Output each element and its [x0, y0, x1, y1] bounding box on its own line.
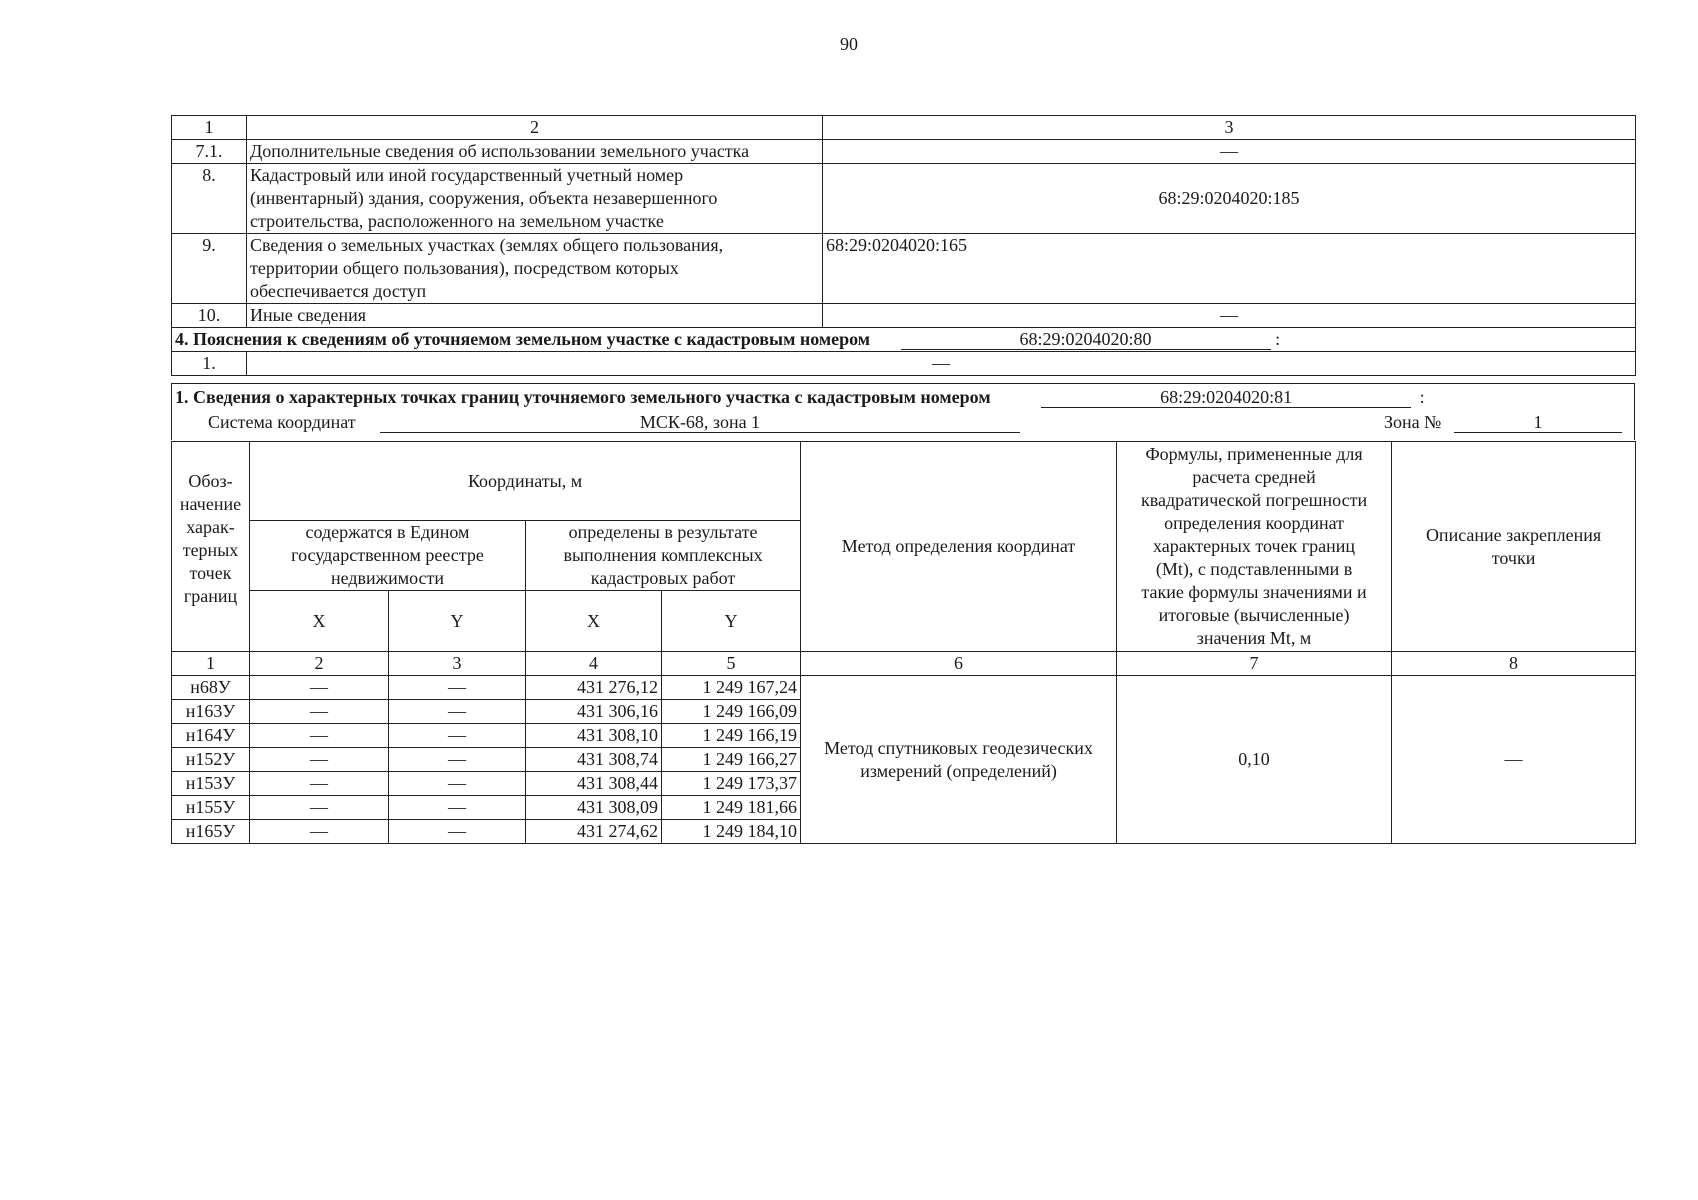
info-row-9: [172, 234, 1636, 304]
egrn-y: —: [389, 796, 526, 820]
row-label-line: Сведения о земельных участках (землях общего пользования,: [250, 235, 724, 255]
column-number: 4: [526, 652, 662, 676]
row-number: 8.: [172, 164, 247, 234]
column-number: 1: [172, 652, 250, 676]
section4-colon: :: [1275, 329, 1281, 349]
point-name: н163У: [172, 700, 250, 724]
info-header-row: [172, 116, 1636, 140]
info-header-col1: 1: [172, 116, 247, 140]
column-number: 2: [250, 652, 389, 676]
point-name: н165У: [172, 820, 250, 844]
kkr-x: 431 308,10: [526, 724, 662, 748]
kkr-x: 431 276,12: [526, 676, 662, 700]
coord-system-line: [171, 407, 1635, 440]
method-value: Метод спутниковых геодезических измерений (определений): [801, 676, 1117, 844]
column-number: 7: [1117, 652, 1392, 676]
section1-block: [171, 383, 1635, 409]
egrn-x: —: [250, 676, 389, 700]
row-label: [247, 164, 823, 234]
row-value: 68:29:0204020:165: [823, 234, 1636, 304]
info-row-7-1: [172, 140, 1636, 164]
row-value: —: [247, 352, 1636, 376]
section4-cad-number: 68:29:0204020:80: [901, 329, 1271, 350]
section4-row-1: [172, 352, 1636, 376]
row-label: [247, 234, 823, 304]
point-name: н153У: [172, 772, 250, 796]
formula-header: Формулы, примененные для расчета средней квадратической погрешности определения координат характерных точек границ (Mt), с подставленными в такие формулы значениями и итоговые (вычисленные) значения Mt, м: [1117, 442, 1392, 652]
kkr-x: 431 274,62: [526, 820, 662, 844]
egrn-y: —: [389, 724, 526, 748]
zone-value: 1: [1454, 412, 1622, 433]
section4-title: 4. Пояснения к сведениям об уточняемом земельном участке с кадастровым номером: [175, 329, 871, 349]
zone-label: Зона №: [1384, 412, 1442, 432]
egrn-header: содержатся в Едином государственном реестре недвижимости: [250, 521, 526, 591]
kkr-y: 1 249 166,09: [662, 700, 801, 724]
row-label-line: территории общего пользования), посредством которых: [250, 258, 679, 278]
method-header: Метод определения координат: [801, 442, 1117, 652]
point-name: н68У: [172, 676, 250, 700]
row-label-line: (инвентарный) здания, сооружения, объекта незавершенного: [250, 188, 718, 208]
row-label-line: обеспечивается доступ: [250, 281, 427, 301]
points-table: [171, 441, 1636, 844]
section1-cad-number: 68:29:0204020:81: [1041, 387, 1411, 408]
column-number: 5: [662, 652, 801, 676]
column-number: 3: [389, 652, 526, 676]
info-header-col2: 2: [247, 116, 823, 140]
kkr-y: 1 249 181,66: [662, 796, 801, 820]
point-name-header: Обоз- начение харак- терных точек границ: [172, 442, 250, 652]
kkr-x: 431 308,74: [526, 748, 662, 772]
description-value: —: [1392, 676, 1636, 844]
kkr-y: 1 249 173,37: [662, 772, 801, 796]
row-label: Дополнительные сведения об использовании земельного участка: [247, 140, 823, 164]
info-table: [171, 115, 1636, 376]
point-name: н152У: [172, 748, 250, 772]
kkr-x: 431 308,44: [526, 772, 662, 796]
egrn-x: —: [250, 796, 389, 820]
kkr-x-header: X: [526, 591, 662, 652]
info-row-10: [172, 304, 1636, 328]
row-number: 9.: [172, 234, 247, 304]
egrn-x-header: X: [250, 591, 389, 652]
kkr-x: 431 308,09: [526, 796, 662, 820]
egrn-x: —: [250, 724, 389, 748]
column-number: 6: [801, 652, 1117, 676]
kkr-y: 1 249 167,24: [662, 676, 801, 700]
kkr-y: 1 249 184,10: [662, 820, 801, 844]
section4-title-row: [172, 328, 1636, 352]
coord-system-label: Система координат: [208, 412, 356, 432]
table-row: [172, 676, 1636, 700]
description-header: Описание закрепления точки: [1392, 442, 1636, 652]
kkr-header: определены в результате выполнения комплексных кадастровых работ: [526, 521, 801, 591]
point-name: н155У: [172, 796, 250, 820]
egrn-y: —: [389, 820, 526, 844]
egrn-x: —: [250, 820, 389, 844]
column-numbers-row: [172, 652, 1636, 676]
kkr-y-header: Y: [662, 591, 801, 652]
row-label-line: строительства, расположенного на земельном участке: [250, 211, 664, 231]
section1-title: 1. Сведения о характерных точках границ уточняемого земельного участка с кадастровым номером: [175, 387, 991, 407]
page-number: 90: [840, 34, 858, 54]
row-label: Иные сведения: [247, 304, 823, 328]
row-number: 7.1.: [172, 140, 247, 164]
column-number: 8: [1392, 652, 1636, 676]
egrn-x: —: [250, 748, 389, 772]
row-label-line: Кадастровый или иной государственный учетный номер: [250, 165, 684, 185]
kkr-x: 431 306,16: [526, 700, 662, 724]
section1-colon: :: [1419, 387, 1425, 407]
egrn-y: —: [389, 700, 526, 724]
mt-value: 0,10: [1117, 676, 1392, 844]
kkr-y: 1 249 166,19: [662, 724, 801, 748]
row-number: 10.: [172, 304, 247, 328]
egrn-y: —: [389, 748, 526, 772]
egrn-y: —: [389, 772, 526, 796]
egrn-x: —: [250, 700, 389, 724]
egrn-y-header: Y: [389, 591, 526, 652]
kkr-y: 1 249 166,27: [662, 748, 801, 772]
points-header-row-1: [172, 442, 1636, 521]
row-number: 1.: [172, 352, 247, 376]
egrn-x: —: [250, 772, 389, 796]
info-header-col3: 3: [823, 116, 1636, 140]
row-value: —: [823, 140, 1636, 164]
point-name: н164У: [172, 724, 250, 748]
row-value: —: [823, 304, 1636, 328]
row-value: 68:29:0204020:185: [823, 164, 1636, 234]
info-row-8: [172, 164, 1636, 234]
coordinates-header: Координаты, м: [250, 442, 801, 521]
coord-system-value: МСК-68, зона 1: [380, 412, 1020, 433]
egrn-y: —: [389, 676, 526, 700]
